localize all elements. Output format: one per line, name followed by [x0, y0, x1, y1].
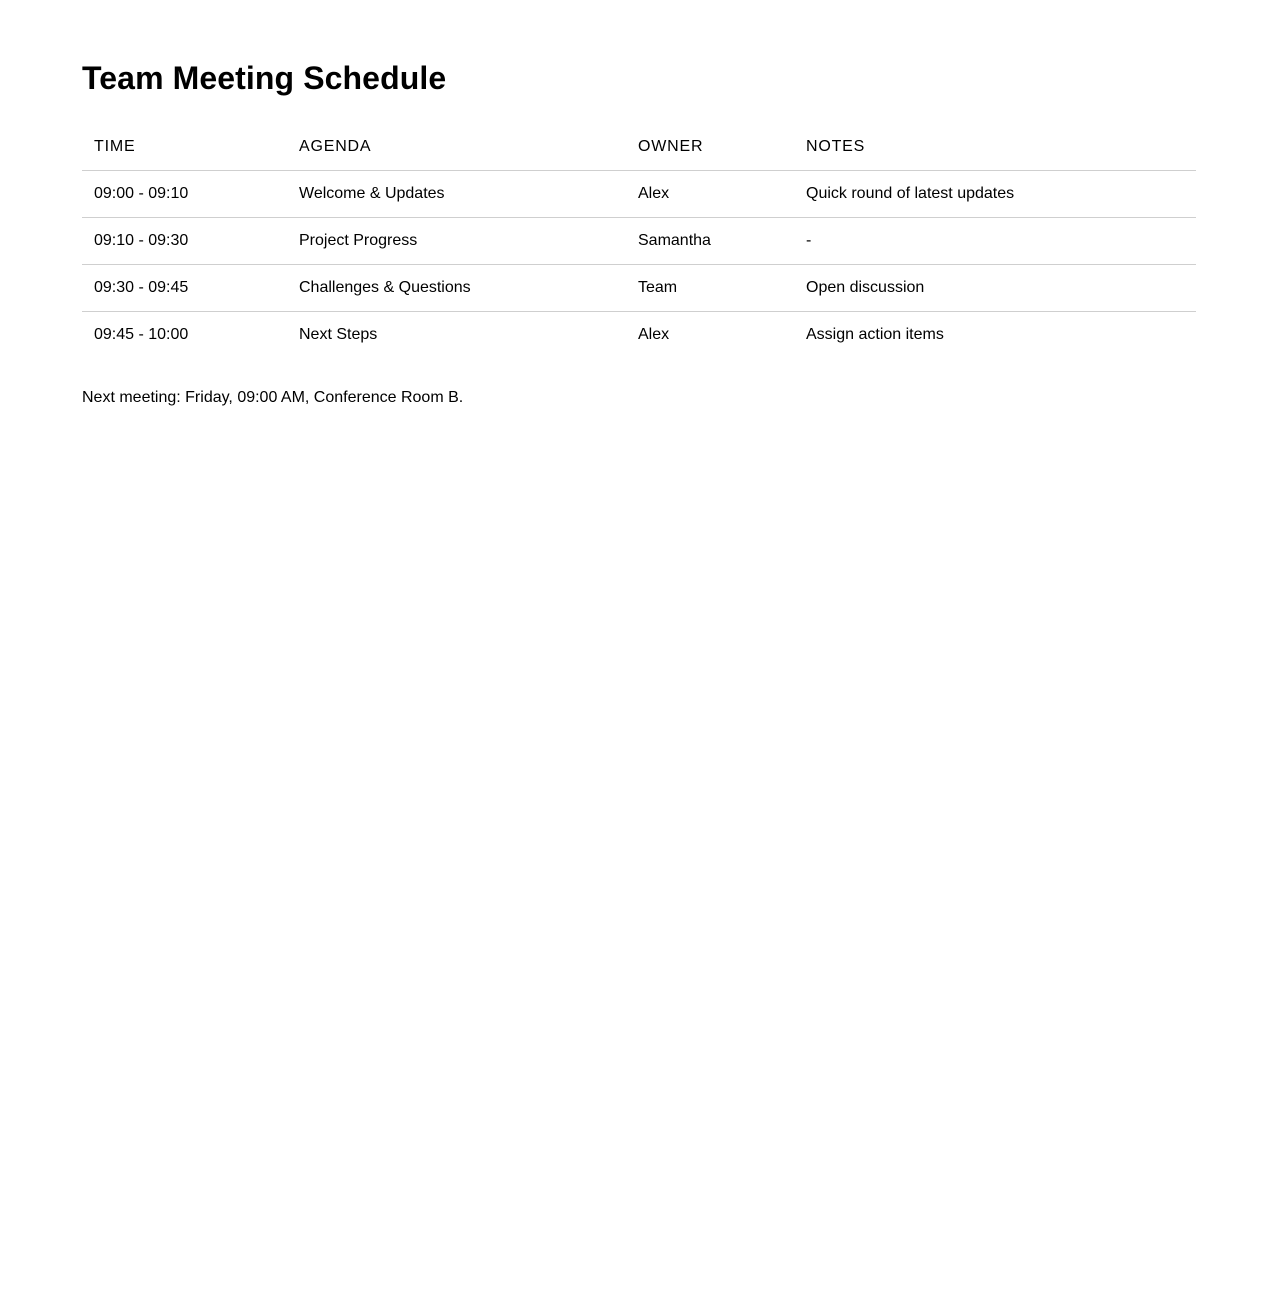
cell-time: 09:30 - 09:45: [82, 265, 287, 312]
column-header-agenda: AGENDA: [287, 124, 626, 171]
cell-time: 09:45 - 10:00: [94, 326, 189, 343]
schedule-table: [82, 124, 1196, 358]
cell-time: 09:00 - 09:10: [82, 171, 287, 218]
cell-agenda: Next Steps: [299, 326, 378, 343]
cell-owner: Team: [626, 265, 794, 312]
cell-notes: -: [794, 218, 1196, 265]
cell-agenda: Welcome & Updates: [287, 171, 626, 218]
cell-owner: Alex: [638, 326, 670, 343]
table-row: [82, 171, 1196, 218]
page-title: Team Meeting Schedule: [82, 60, 447, 96]
column-header-time: TIME: [82, 124, 287, 171]
cell-agenda: Challenges & Questions: [287, 265, 626, 312]
table-row: [82, 218, 1196, 265]
header-row: [82, 124, 1196, 171]
table-row: [82, 312, 1196, 359]
table-body: [82, 171, 1196, 359]
cell-time: 09:10 - 09:30: [82, 218, 287, 265]
column-header-owner: OWNER: [626, 124, 794, 171]
column-header-notes: NOTES: [794, 124, 1196, 171]
cell-notes: Open discussion: [794, 265, 1196, 312]
document-page: [0, 0, 1278, 408]
next-meeting-note: Next meeting: Friday, 09:00 AM, Conference Room B.: [82, 389, 464, 406]
cell-notes: Assign action items: [806, 326, 944, 343]
cell-notes: Quick round of latest updates: [794, 171, 1196, 218]
table-row: [82, 265, 1196, 312]
table-header: [82, 124, 1196, 171]
cell-agenda: Project Progress: [287, 218, 626, 265]
cell-owner: Alex: [626, 171, 794, 218]
cell-owner: Samantha: [626, 218, 794, 265]
